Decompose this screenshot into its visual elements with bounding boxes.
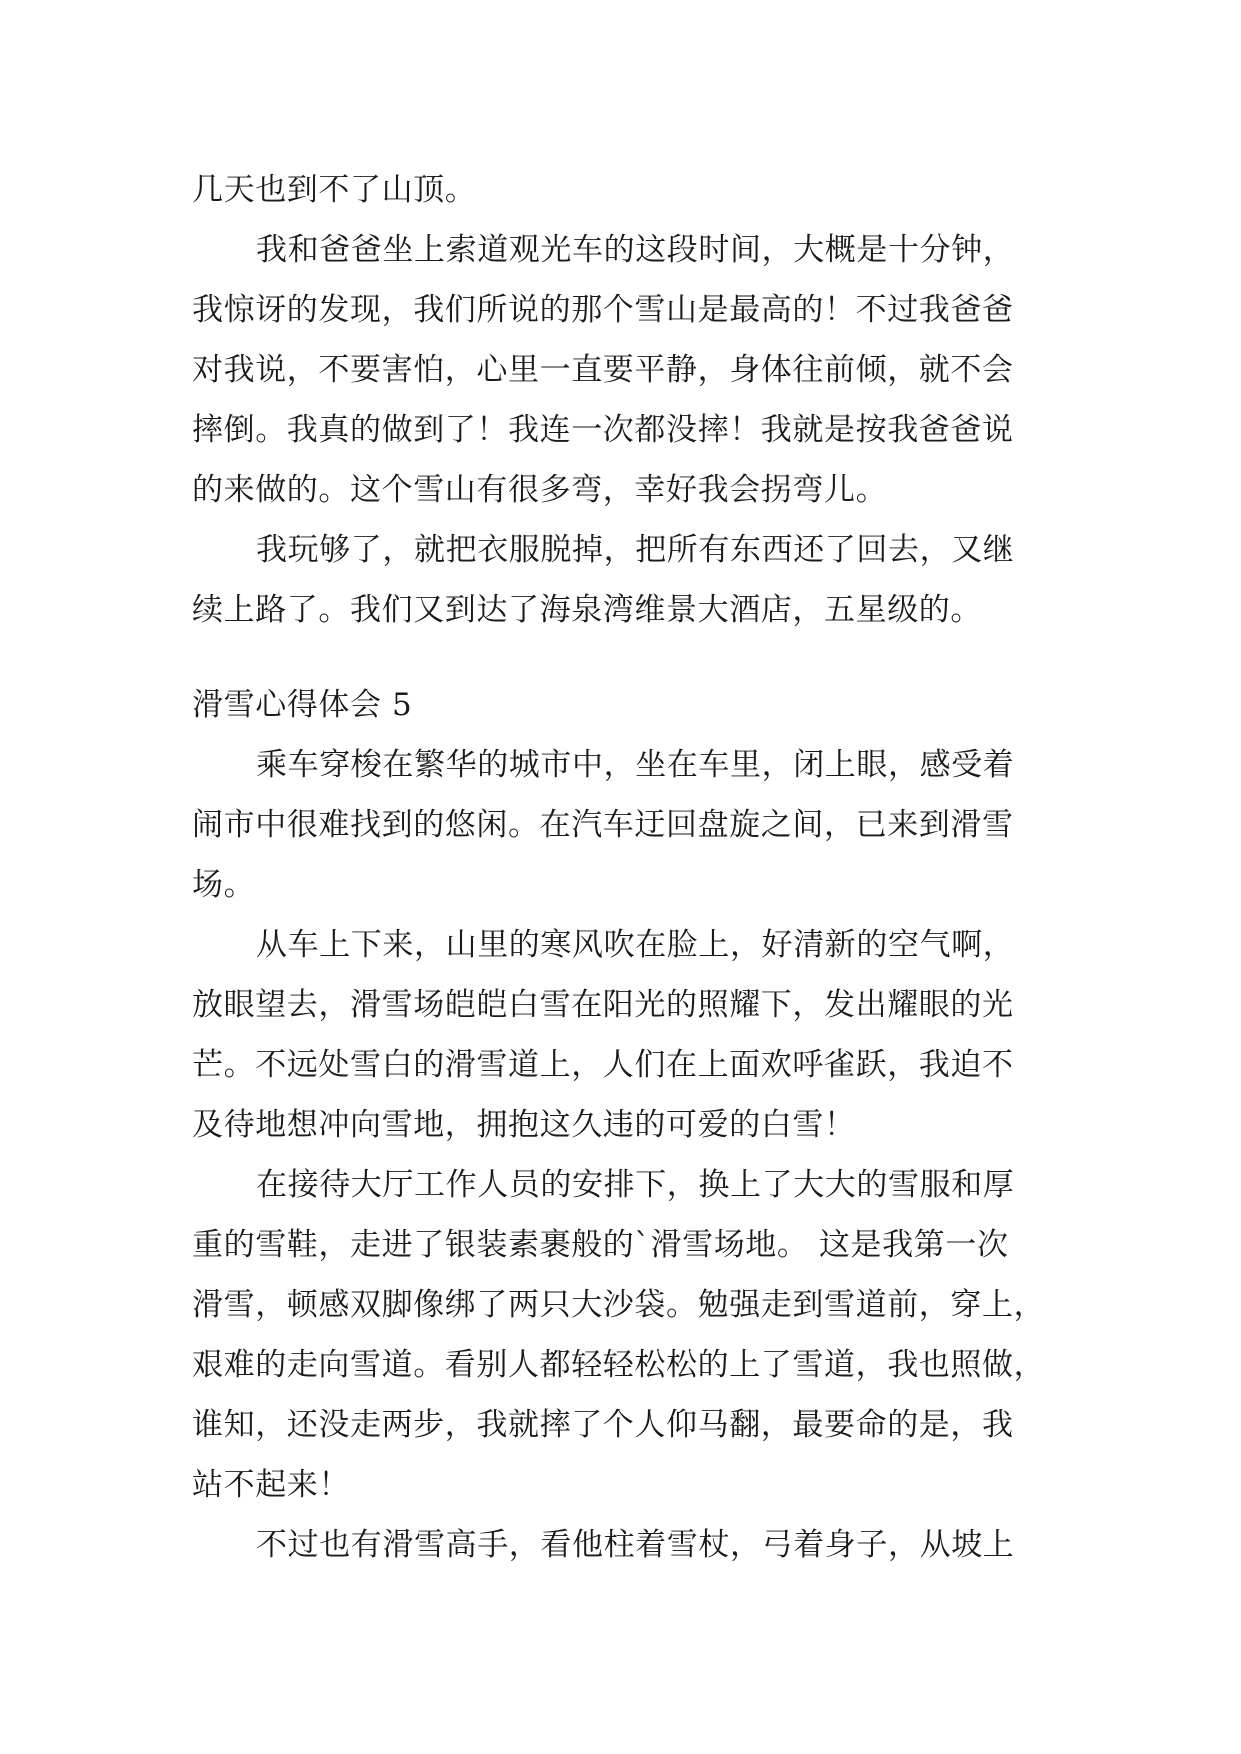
text-line: 闹市中很难找到的悠闲。在汽车迂回盘旋之间，已来到滑雪 [192, 807, 1014, 843]
text-line: 放眼望去，滑雪场皑皑白雪在阳光的照耀下，发出耀眼的光 [192, 987, 1014, 1023]
paragraph-first-line: 在接待大厅工作人员的安排下，换上了大大的雪服和厚 [256, 1167, 1015, 1203]
paragraph-first-line: 我玩够了，就把衣服脱掉，把所有东西还了回去，又继 [256, 532, 1015, 568]
paragraph-first-line: 从车上下来，山里的寒风吹在脸上，好清新的空气啊， [256, 927, 1015, 963]
text-line: 芒。不远处雪白的滑雪道上，人们在上面欢呼雀跃，我迫不 [192, 1047, 1014, 1083]
text-line: 及待地想冲向雪地，拥抱这久违的可爱的白雪！ [192, 1107, 856, 1143]
text-line: 艰难的走向雪道。看别人都轻轻松松的上了雪道，我也照做， [192, 1347, 1046, 1383]
text-line: 重的雪鞋，走进了银装素裹般的`滑雪场地。 这是我第一次 [192, 1227, 1009, 1263]
text-line: 滑雪，顿感双脚像绑了两只大沙袋。勉强走到雪道前，穿上， [192, 1287, 1046, 1323]
section-gap [192, 640, 1058, 675]
text-line: 场。 [192, 867, 256, 903]
text-line: 我惊讶的发现，我们所说的那个雪山是最高的！不过我爸爸 [192, 292, 1014, 328]
text-line: 对我说，不要害怕，心里一直要平静，身体往前倾，就不会 [192, 352, 1014, 388]
paragraph-first-line: 不过也有滑雪高手，看他柱着雪杖，弓着身子，从坡上 [256, 1527, 1015, 1563]
text-line: 的来做的。这个雪山有很多弯，幸好我会拐弯儿。 [192, 472, 888, 508]
paragraph-first-line: 乘车穿梭在繁华的城市中，坐在车里，闭上眼，感受着 [256, 747, 1015, 783]
text-line: 站不起来！ [192, 1467, 350, 1503]
section-heading: 滑雪心得体会 5 [192, 687, 413, 723]
text-line: 续上路了。我们又到达了海泉湾维景大酒店，五星级的。 [192, 592, 982, 628]
text-line: 摔倒。我真的做到了！我连一次都没摔！我就是按我爸爸说 [192, 412, 1014, 448]
paragraph-first-line: 我和爸爸坐上索道观光车的这段时间，大概是十分钟， [256, 232, 1015, 268]
text-line: 谁知，还没走两步，我就摔了个人仰马翻，最要命的是，我 [192, 1407, 1014, 1443]
text-line: 几天也到不了山顶。 [192, 172, 477, 208]
document-page [192, 160, 1058, 1575]
